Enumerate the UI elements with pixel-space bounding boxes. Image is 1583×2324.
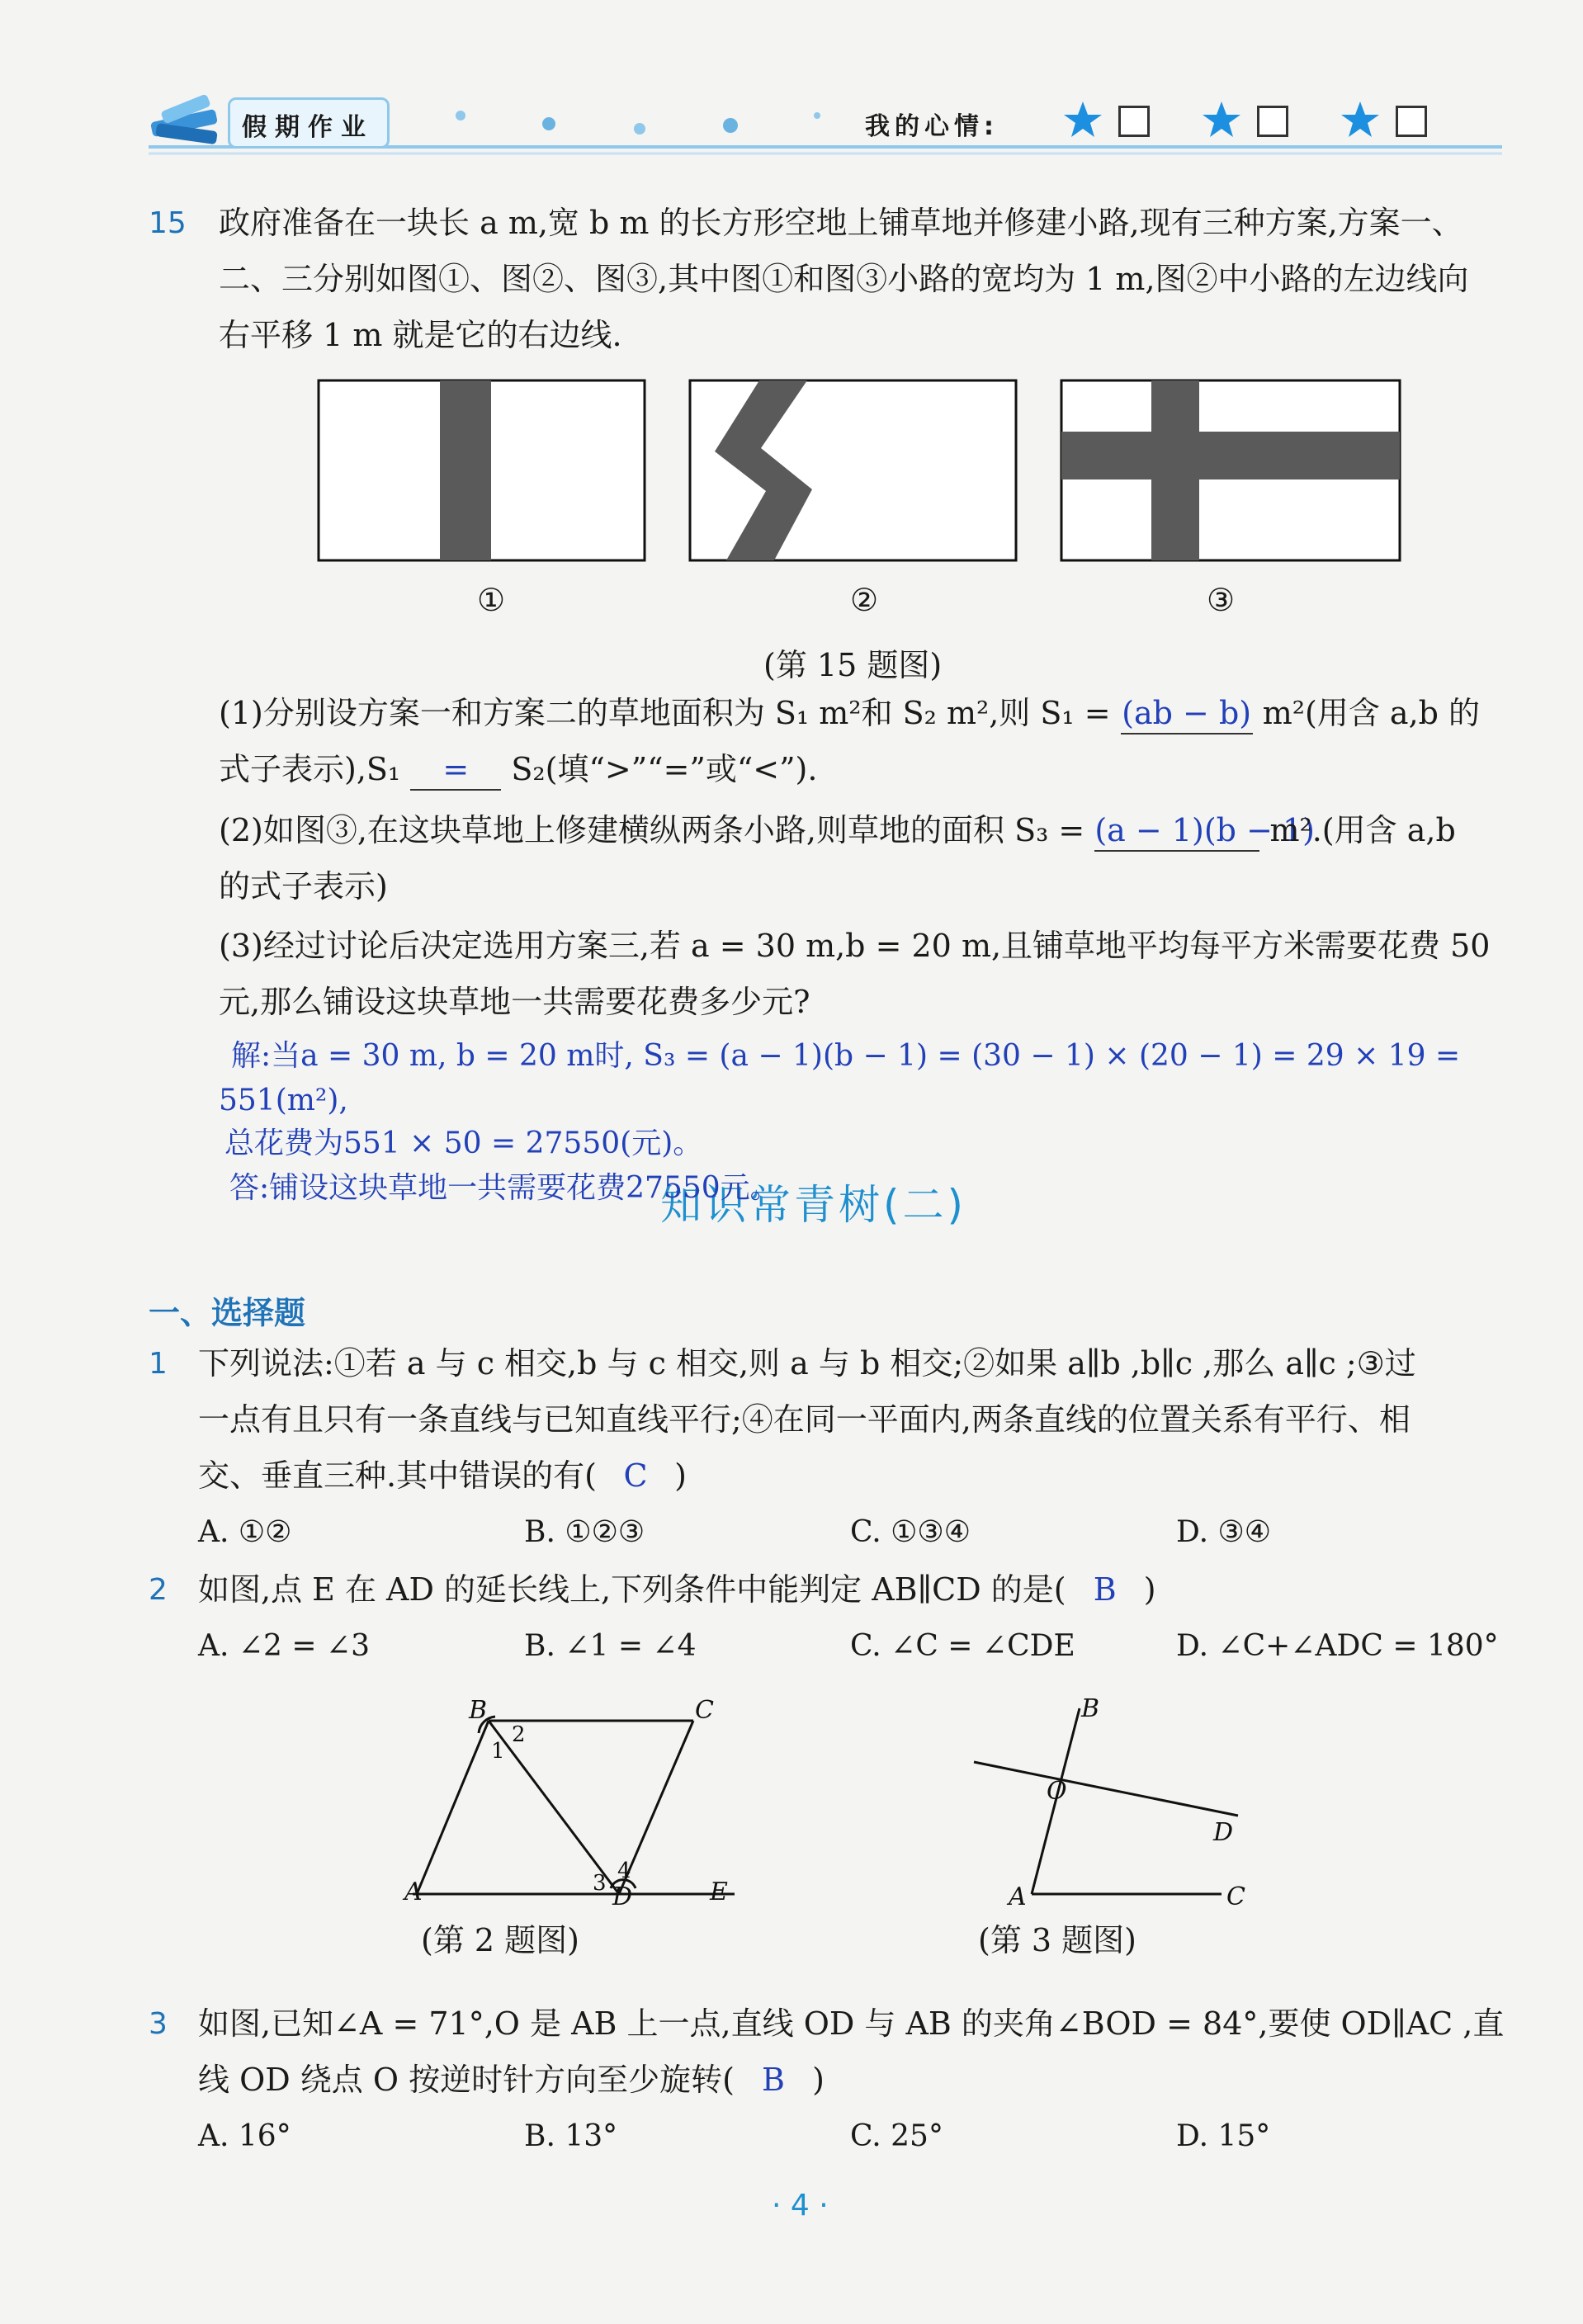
- question-stem-last: [198, 2062, 825, 2100]
- mood-label: 我的心情:: [865, 112, 999, 141]
- option-d[interactable]: D. 15°: [1176, 2119, 1271, 2153]
- label-e: E: [710, 1878, 728, 1906]
- question-number: 2: [149, 1573, 168, 1607]
- answer-choice[interactable]: B: [1093, 1571, 1117, 1608]
- question-stem-text: 如图,点 E 在 AD 的延长线上,下列条件中能判定 AB∥CD 的是(: [198, 1571, 1066, 1608]
- solution-answer: 答:铺设这块草地一共需要花费27550元。: [229, 1171, 780, 1205]
- figure-2: [690, 380, 1016, 560]
- figure-label-2: ②: [850, 582, 879, 618]
- option-c[interactable]: C. 25°: [850, 2119, 943, 2153]
- label-d: D: [1213, 1818, 1234, 1847]
- question-stem-text: 线 OD 绕点 O 按逆时针方向至少旋转(: [198, 2062, 735, 2098]
- mood-checkbox-3[interactable]: [1396, 106, 1427, 137]
- question-stem: 右平移 1 m 就是它的右边线.: [219, 317, 622, 353]
- question-number: 3: [149, 2007, 168, 2041]
- paren-close: ): [812, 2062, 825, 2098]
- part-1-compare-prefix: 式子表示),S₁: [219, 751, 401, 787]
- label-a: A: [404, 1878, 423, 1906]
- answer-choice[interactable]: C: [623, 1457, 648, 1494]
- figure-1: [319, 380, 645, 560]
- part-1-prefix: (1)分别设方案一和方案二的草地面积为 S₁ m²和 S₂ m²,则 S₁ =: [219, 695, 1111, 731]
- option-b[interactable]: B. ∠1 = ∠4: [524, 1629, 697, 1663]
- label-c: C: [695, 1696, 714, 1725]
- question-stem-text: 交、垂直三种.其中错误的有(: [198, 1457, 597, 1494]
- label-b: B: [469, 1696, 488, 1725]
- mood-checkbox-1[interactable]: [1118, 106, 1150, 137]
- paren-close: ): [1143, 1571, 1156, 1608]
- figure-3: [1061, 380, 1400, 560]
- angle-3: 3: [593, 1871, 607, 1896]
- option-b[interactable]: B. ①②③: [524, 1515, 645, 1549]
- option-b[interactable]: B. 13°: [524, 2119, 618, 2153]
- section-heading: 一、选择题: [149, 1295, 306, 1331]
- question-number: 1: [149, 1347, 168, 1381]
- question-stem: 一点有且只有一条直线与已知直线平行;④在同一平面内,两条直线的位置关系有平行、相: [198, 1401, 1411, 1438]
- part-2-text: [219, 812, 1456, 852]
- paren-close: ): [674, 1457, 687, 1494]
- question-stem: 二、三分别如图①、图②、图③,其中图①和图③小路的宽均为 1 m,图②中小路的左边线向: [219, 261, 1469, 297]
- question-number: 15: [149, 206, 187, 240]
- label-d: D: [612, 1882, 633, 1906]
- option-a[interactable]: A. 16°: [198, 2119, 291, 2153]
- solution-line: 551(m²),: [219, 1084, 348, 1117]
- figure-label-3: ③: [1207, 582, 1236, 618]
- label-o: O: [1047, 1777, 1067, 1806]
- label-b: B: [1081, 1694, 1100, 1723]
- question-stem: 下列说法:①若 a 与 c 相交,b 与 c 相交,则 a 与 b 相交;②如果 a∥b ,b∥c ,那么 a∥c ;③过: [198, 1345, 1416, 1382]
- part-2-suffix: m².(用含 a,b: [1269, 812, 1456, 848]
- figure-label-1: ①: [477, 582, 506, 618]
- answer-blank-s3[interactable]: (a − 1)(b − 1): [1094, 812, 1259, 852]
- answer-blank-s1[interactable]: (ab − b): [1121, 695, 1253, 735]
- page-number: · 4 ·: [772, 2189, 829, 2222]
- angle-2: 2: [512, 1722, 526, 1747]
- angle-1: 1: [491, 1739, 505, 1764]
- part-3-text-2: 元,那么铺设这块草地一共需要花费多少元?: [219, 984, 810, 1020]
- answer-choice[interactable]: B: [762, 2062, 785, 2098]
- figure-caption: (第 3 题图): [978, 1922, 1136, 1958]
- question-stem: 如图,已知∠A = 71°,O 是 AB 上一点,直线 OD 与 AB 的夹角∠BOD = 84°,要使 OD∥AC ,直: [198, 2005, 1505, 2042]
- part-1-suffix: m²(用含 a,b 的: [1262, 695, 1481, 731]
- solution-line: 解:当a = 30 m, b = 20 m时, S₃ = (a − 1)(b − 1) = (30 − 1) × (20 − 1) = 29 × 19 =: [231, 1039, 1461, 1073]
- option-a[interactable]: A. ∠2 = ∠3: [198, 1629, 371, 1663]
- part-1-text: [219, 695, 1480, 735]
- part-3-text: (3)经过讨论后决定选用方案三,若 a = 30 m,b = 20 m,且铺草地平均每平方米需要花费 50: [219, 928, 1491, 964]
- figure-q2: [396, 1692, 751, 1906]
- figure-caption: (第 2 题图): [421, 1922, 579, 1958]
- label-c: C: [1226, 1882, 1245, 1906]
- label-a: A: [1009, 1882, 1027, 1906]
- header-label-box: [228, 97, 390, 149]
- angle-4: 4: [617, 1859, 631, 1883]
- option-c[interactable]: C. ∠C = ∠CDE: [850, 1629, 1075, 1663]
- option-a[interactable]: A. ①②: [198, 1515, 292, 1549]
- part-1-text-2: [219, 751, 817, 791]
- star-icon: [1340, 99, 1381, 140]
- star-icon: [1062, 99, 1103, 140]
- figure-caption: (第 15 题图): [763, 647, 943, 683]
- answer-blank-compare[interactable]: =: [410, 751, 501, 791]
- option-d[interactable]: D. ③④: [1176, 1515, 1272, 1549]
- q15-figures: [314, 376, 1420, 565]
- option-c[interactable]: C. ①③④: [850, 1515, 971, 1549]
- part-1-compare-suffix: S₂(填“>”“=”或“<”).: [511, 751, 818, 787]
- header-label: 假期作业: [242, 113, 374, 142]
- question-stem-line: [198, 1571, 1156, 1609]
- option-d[interactable]: D. ∠C+∠ADC = 180°: [1176, 1629, 1499, 1663]
- figure-q3: [957, 1692, 1288, 1906]
- part-2-prefix: (2)如图③,在这块草地上修建横纵两条小路,则草地的面积 S₃ =: [219, 812, 1085, 848]
- question-stem: 政府准备在一块长 a m,宽 b m 的长方形空地上铺草地并修建小路,现有三种方案,方案一、: [219, 205, 1463, 241]
- star-icon: [1201, 99, 1242, 140]
- books-icon: [144, 91, 227, 149]
- solution-line: 总花费为551 × 50 = 27550(元)。: [224, 1127, 703, 1160]
- mood-checkbox-2[interactable]: [1257, 106, 1288, 137]
- part-2-text-2: 的式子表示): [219, 868, 388, 905]
- question-stem-last: [198, 1457, 687, 1495]
- section-title: 知识常青树(二): [660, 1181, 967, 1229]
